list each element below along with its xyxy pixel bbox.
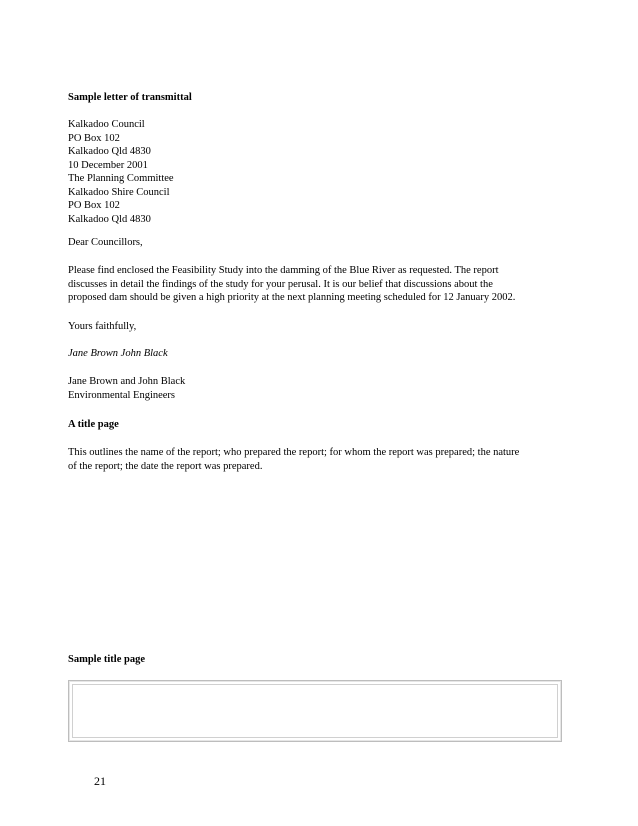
sender-line: Kalkadoo Qld 4830: [68, 146, 151, 157]
title-page-body-line: This outlines the name of the report; who prepared the report; for whom the report was prepared; the nature: [68, 447, 520, 458]
sample-title-page-heading: Sample title page: [68, 654, 145, 665]
page-number: 21: [94, 774, 106, 788]
recipient-line: Kalkadoo Shire Council: [68, 186, 170, 198]
letter-body-line: discusses in detail the findings of the study for your perusal. It is our belief that discussions about the: [68, 278, 493, 290]
sample-title-page-inner-frame: [72, 684, 558, 738]
letter-body-line: Please find enclosed the Feasibility Study into the damming of the Blue River as requested. The report: [68, 265, 499, 276]
sender-line: PO Box 102: [68, 132, 120, 144]
title-page-heading: A title page: [68, 419, 119, 430]
sample-title-page-frame: [68, 680, 562, 742]
signatory-title: Environmental Engineers: [68, 389, 176, 401]
recipient-line: The Planning Committee: [68, 173, 174, 184]
letter-date: 10 December 2001: [68, 159, 148, 171]
sender-address: [68, 118, 174, 226]
letter-body: [68, 264, 568, 305]
closing: Yours faithfully,: [68, 321, 137, 332]
salutation: Dear Councillors,: [68, 237, 143, 248]
signature: Jane Brown John Black: [68, 348, 168, 359]
title-page-body-line: of the report; the date the report was prepared.: [68, 460, 263, 472]
signatory-names: Jane Brown and John Black: [68, 376, 186, 387]
recipient-line: Kalkadoo Qld 4830: [68, 213, 151, 225]
sender-line: Kalkadoo Council: [68, 119, 145, 130]
signatory-block: [68, 375, 185, 402]
letter-heading: Sample letter of transmittal: [68, 92, 192, 103]
recipient-line: PO Box 102: [68, 200, 120, 211]
letter-body-line: proposed dam should be given a high priority at the next planning meeting scheduled for 12 January 2002.: [68, 292, 516, 303]
title-page-body: [68, 446, 568, 473]
